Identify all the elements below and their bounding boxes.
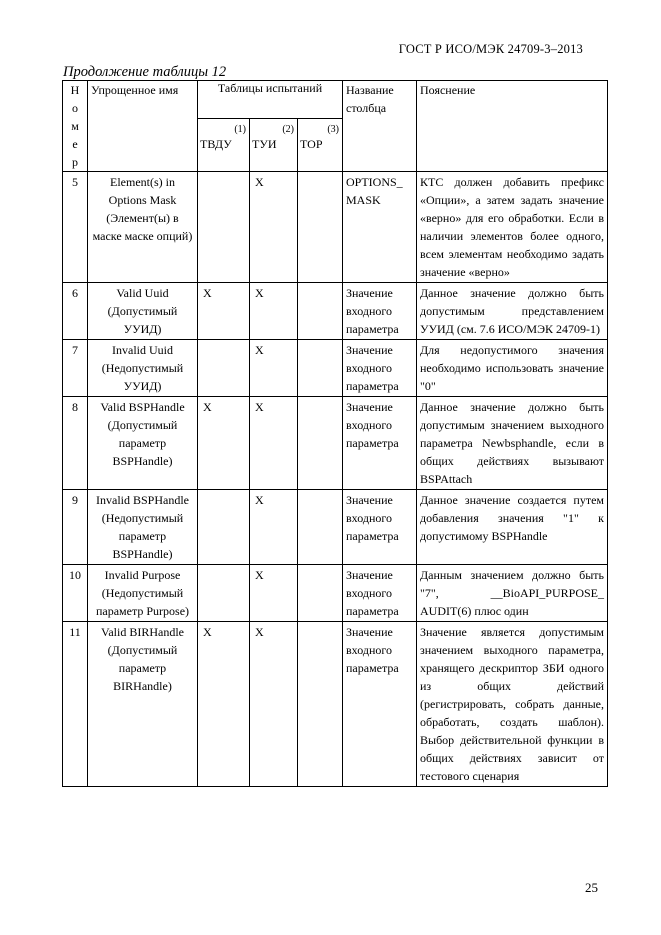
mark-tvdu (198, 565, 250, 622)
subheader-tui: (2) ТУИ (250, 119, 298, 172)
mark-tui: X (250, 397, 298, 490)
mark-tvdu (198, 340, 250, 397)
subheader-tor: (3) ТОР (298, 119, 343, 172)
row-number: 7 (63, 340, 88, 397)
mark-tvdu: X (198, 397, 250, 490)
document-header: ГОСТ Р ИСО/МЭК 24709-3–2013 (398, 42, 583, 56)
mark-tvdu (198, 172, 250, 283)
column-name: OPTIONS_ MASK (343, 172, 417, 283)
row-number: 10 (63, 565, 88, 622)
simplified-name: Valid Uuid (Допустимый УУИД) (88, 283, 198, 340)
mark-tui: X (250, 565, 298, 622)
table-row (63, 397, 608, 490)
mark-tor (298, 283, 343, 340)
mark-tui: X (250, 622, 298, 787)
mark-tvdu: X (198, 622, 250, 787)
mark-tui: X (250, 172, 298, 283)
mark-tor (298, 340, 343, 397)
column-name-header: Название столбца (343, 81, 417, 172)
column-name: Значение входного параметра (343, 622, 417, 787)
column-name: Значение входного параметра (343, 397, 417, 490)
explanation-header: Пояснение (417, 81, 608, 172)
number-header: Н о м е р (63, 81, 88, 172)
mark-tvdu: X (198, 283, 250, 340)
simplified-name: Invalid Purpose (Недопустимый параметр Purpose) (88, 565, 198, 622)
table-row (63, 283, 608, 340)
column-name: Значение входного параметра (343, 283, 417, 340)
mark-tor (298, 565, 343, 622)
simplified-name: Element(s) in Options Mask (Элемент(ы) в маске маске опций) (88, 172, 198, 283)
explanation: Значение является допустимым значением выходного параметра, хранящего дескриптор ЗБИ одного из общих действий (регистрировать, собрать данные, обработать, создать шаблон). Выбор действительной функции в общих действиях зависит от тестового сценария (417, 622, 608, 787)
name-header: Упрощенное имя (88, 81, 198, 172)
test-table (62, 80, 608, 787)
explanation: Для недопустимого значения необходимо использовать значение "0" (417, 340, 608, 397)
subheader-tvdu: (1) ТВДУ (198, 119, 250, 172)
table-row (63, 565, 608, 622)
row-number: 9 (63, 490, 88, 565)
mark-tor (298, 490, 343, 565)
column-name: Значение входного параметра (343, 490, 417, 565)
row-number: 5 (63, 172, 88, 283)
mark-tui: X (250, 340, 298, 397)
mark-tor (298, 397, 343, 490)
table-row (63, 340, 608, 397)
table-caption: Продолжение таблицы 12 (63, 64, 227, 80)
simplified-name: Valid BSPHandle (Допустимый параметр BSPHandle) (88, 397, 198, 490)
tables-group-header: Таблицы испытаний (198, 81, 343, 119)
table-row (63, 490, 608, 565)
simplified-name: Valid BIRHandle (Допустимый параметр BIRHandle) (88, 622, 198, 787)
explanation: Данное значение должно быть допустимым значением выходного параметра Newbsphandle, если в общих действиях вызывают BSPAttach (417, 397, 608, 490)
row-number: 8 (63, 397, 88, 490)
column-name: Значение входного параметра (343, 340, 417, 397)
row-number: 6 (63, 283, 88, 340)
table-row (63, 172, 608, 283)
mark-tvdu (198, 490, 250, 565)
mark-tor (298, 622, 343, 787)
row-number: 11 (63, 622, 88, 787)
explanation: Данное значение должно быть допустимым представлением УУИД (см. 7.6 ИСО/МЭК 24709-1) (417, 283, 608, 340)
simplified-name: Invalid Uuid (Недопустимый УУИД) (88, 340, 198, 397)
table-row (63, 622, 608, 787)
explanation: Данным значением должно быть "7", __BioAPI_PURPOSE_ AUDIT(6) плюс один (417, 565, 608, 622)
column-name: Значение входного параметра (343, 565, 417, 622)
simplified-name: Invalid BSPHandle (Недопустимый параметр BSPHandle) (88, 490, 198, 565)
mark-tui: X (250, 283, 298, 340)
mark-tui: X (250, 490, 298, 565)
mark-tor (298, 172, 343, 283)
explanation: КТС должен добавить префикс «Опции», а затем задать значение «верно» для его обработки. Если в наличии элементов более одного, всем элементам необходимо задать значение «верно» (417, 172, 608, 283)
page-number: 25 (585, 880, 598, 895)
explanation: Данное значение создается путем добавления значения "1" к допустимому BSPHandle (417, 490, 608, 565)
